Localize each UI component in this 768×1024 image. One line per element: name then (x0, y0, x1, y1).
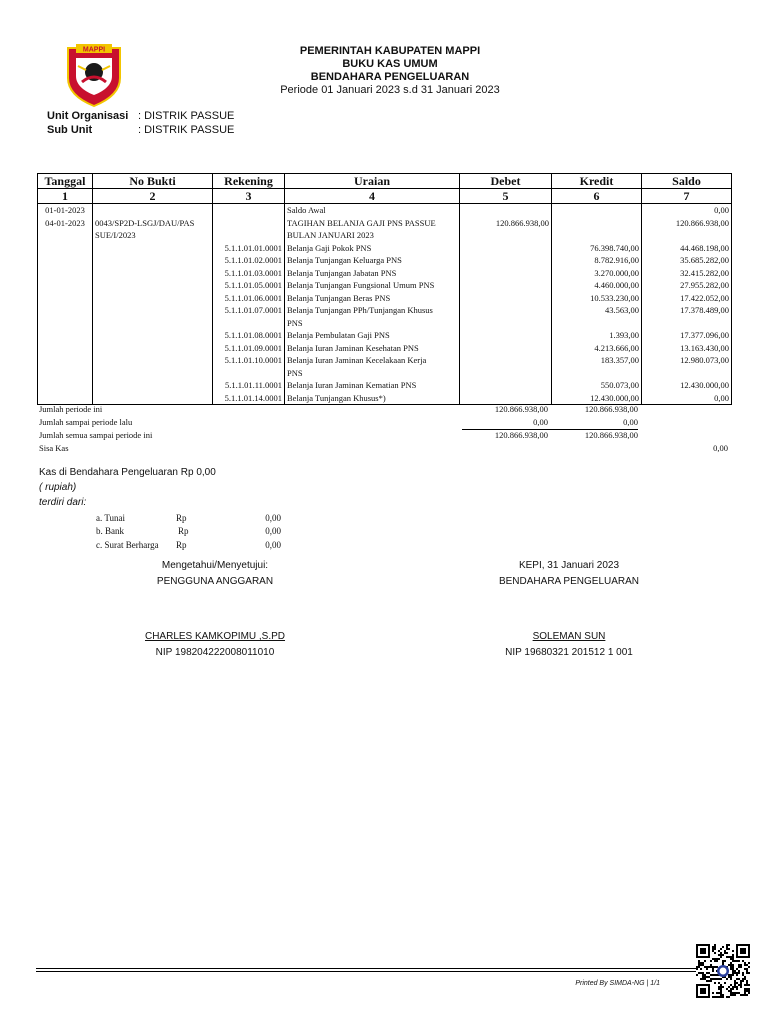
cell-tanggal (38, 354, 93, 367)
cell-rekening: 5.1.1.01.08.0001 (213, 329, 285, 342)
cell-saldo (642, 229, 732, 242)
footer-rule-bottom (36, 971, 696, 972)
summary-semua-label: Jumlah semua sampai periode ini (39, 430, 153, 440)
cell-uraian: Belanja Tunjangan PPh/Tunjangan Khusus (285, 304, 460, 317)
table-row (38, 229, 732, 242)
cell-tanggal (38, 242, 93, 255)
cell-no-bukti (93, 292, 213, 305)
cell-kredit: 1.393,00 (552, 329, 642, 342)
kas-item-value: 0,00 (265, 526, 281, 536)
table-row (38, 379, 732, 392)
col-header-kredit: Kredit (552, 174, 642, 189)
summary-semua-kredit: 120.866.938,00 (584, 430, 638, 440)
cell-saldo: 120.866.938,00 (642, 217, 732, 230)
cell-debet (460, 354, 552, 367)
table-row (38, 204, 732, 217)
cell-no-bukti (93, 242, 213, 255)
summary-sisa-kas-value: 0,00 (713, 443, 728, 453)
header-title: BUKU KAS UMUM (342, 58, 438, 70)
cell-saldo: 35.685.282,00 (642, 254, 732, 267)
cell-uraian: Belanja Tunjangan Fungsional Umum PNS (285, 279, 460, 292)
sig-right-place-date: KEPI, 31 Januari 2023 (518, 560, 620, 571)
col-number: 1 (38, 189, 93, 204)
table-row (38, 317, 732, 330)
cell-kredit (552, 229, 642, 242)
cell-kredit: 3.270.000,00 (552, 267, 642, 280)
cell-tanggal (38, 279, 93, 292)
cell-saldo: 0,00 (642, 204, 732, 217)
col-number: 5 (460, 189, 552, 204)
summary-lalu-label: Jumlah sampai periode lalu (39, 417, 133, 427)
cell-kredit: 550.073,00 (552, 379, 642, 392)
cell-rekening: 5.1.1.01.11.0001 (213, 379, 285, 392)
kas-item-rp: Rp (176, 513, 187, 523)
table-row (38, 329, 732, 342)
cell-kredit: 43.563,00 (552, 304, 642, 317)
cell-saldo: 32.415.282,00 (642, 267, 732, 280)
unit-organisasi-label: Unit Organisasi (47, 110, 129, 122)
summary-lalu-kredit: 0,00 (623, 417, 638, 427)
cell-tanggal (38, 329, 93, 342)
sig-right-name: SOLEMAN SUN (532, 631, 606, 642)
col-number: 7 (642, 189, 732, 204)
cell-no-bukti (93, 304, 213, 317)
sig-left-title: Mengetahui/Menyetujui: (161, 560, 269, 571)
cell-uraian: Belanja Pembulatan Gaji PNS (285, 329, 460, 342)
cell-no-bukti (93, 317, 213, 330)
cell-rekening: 5.1.1.01.02.0001 (213, 254, 285, 267)
cell-uraian: Belanja Tunjangan Keluarga PNS (285, 254, 460, 267)
cell-debet (460, 279, 552, 292)
kas-item-rp: Rp (176, 540, 187, 550)
kas-item-value: 0,00 (265, 513, 281, 523)
table-row (38, 242, 732, 255)
cell-uraian: Belanja Tunjangan Jabatan PNS (285, 267, 460, 280)
cell-kredit: 10.533.230,00 (552, 292, 642, 305)
ledger-table (37, 173, 732, 405)
kas-item-label: b. Bank (96, 526, 124, 536)
cell-uraian: TAGIHAN BELANJA GAJI PNS PASSUE (285, 217, 460, 230)
cell-rekening (213, 367, 285, 380)
cell-debet (460, 267, 552, 280)
cell-kredit: 183.357,00 (552, 354, 642, 367)
cell-debet (460, 379, 552, 392)
cell-saldo: 12.430.000,00 (642, 379, 732, 392)
cell-rekening (213, 229, 285, 242)
cell-debet (460, 242, 552, 255)
cell-tanggal (38, 379, 93, 392)
cell-uraian: Belanja Gaji Pokok PNS (285, 242, 460, 255)
cell-no-bukti (93, 342, 213, 355)
col-header-tanggal: Tanggal (38, 174, 93, 189)
kas-terdiri-dari: terdiri dari: (39, 497, 87, 508)
cell-debet (460, 304, 552, 317)
cell-uraian: Belanja Iuran Jaminan Kesehatan PNS (285, 342, 460, 355)
sig-left-nip: NIP 198204222008011010 (155, 647, 275, 658)
kas-bendahara-line: Kas di Bendahara Pengeluaran Rp 0,00 (39, 467, 216, 478)
cell-rekening: 5.1.1.01.05.0001 (213, 279, 285, 292)
cell-no-bukti (93, 354, 213, 367)
cell-rekening: 5.1.1.01.14.0001 (213, 392, 285, 405)
kas-item-label: a. Tunai (96, 513, 126, 523)
summary-lalu-debet: 0,00 (533, 417, 548, 427)
col-header-no-bukti: No Bukti (93, 174, 213, 189)
cell-saldo: 17.378.489,00 (642, 304, 732, 317)
col-number: 2 (93, 189, 213, 204)
col-number: 3 (213, 189, 285, 204)
sig-left-role: PENGGUNA ANGGARAN (156, 576, 274, 587)
cell-kredit (552, 217, 642, 230)
kas-rupiah: ( rupiah) (39, 482, 77, 493)
kas-item-value: 0,00 (265, 540, 281, 550)
logo-text: MAPPI (82, 46, 106, 54)
cell-kredit (552, 317, 642, 330)
table-row (38, 367, 732, 380)
cell-kredit: 76.398.740,00 (552, 242, 642, 255)
cell-tanggal: 01-01-2023 (38, 204, 93, 217)
table-row (38, 292, 732, 305)
qr-code-icon (696, 944, 750, 998)
cell-debet (460, 254, 552, 267)
summary-sisa-kas-label: Sisa Kas (39, 443, 69, 453)
summary-periode-ini-kredit: 120.866.938,00 (584, 404, 638, 414)
cell-rekening (213, 317, 285, 330)
cell-debet (460, 329, 552, 342)
header-subtitle: BENDAHARA PENGELUARAN (310, 71, 470, 83)
cell-saldo: 13.163.430,00 (642, 342, 732, 355)
cell-kredit: 4.213.666,00 (552, 342, 642, 355)
cell-tanggal (38, 367, 93, 380)
summary-periode-ini-label: Jumlah periode ini (39, 404, 103, 414)
cell-kredit: 4.460.000,00 (552, 279, 642, 292)
cell-rekening: 5.1.1.01.07.0001 (213, 304, 285, 317)
cell-kredit: 8.782.916,00 (552, 254, 642, 267)
sub-unit-value: : DISTRIK PASSUE (138, 124, 235, 136)
cell-tanggal: 04-01-2023 (38, 217, 93, 230)
summary-periode-ini-debet: 120.866.938,00 (494, 404, 548, 414)
cell-debet (460, 317, 552, 330)
cell-saldo (642, 317, 732, 330)
cell-no-bukti: 0043/SP2D-LSGJ/DAU/PAS (93, 217, 213, 230)
cell-rekening: 5.1.1.01.03.0001 (213, 267, 285, 280)
cell-debet: 120.866.938,00 (460, 217, 552, 230)
cell-kredit: 12.430.000,00 (552, 392, 642, 405)
kabupaten-mappi-logo (64, 42, 124, 108)
cell-no-bukti (93, 254, 213, 267)
cell-uraian: BULAN JANUARI 2023 (285, 229, 460, 242)
cell-tanggal (38, 304, 93, 317)
cell-rekening: 5.1.1.01.06.0001 (213, 292, 285, 305)
cell-tanggal (38, 229, 93, 242)
cell-uraian: Saldo Awal (285, 204, 460, 217)
cell-uraian: Belanja Tunjangan Khusus*) (285, 392, 460, 405)
cell-no-bukti (93, 279, 213, 292)
table-row (38, 279, 732, 292)
cell-debet (460, 367, 552, 380)
cell-saldo: 44.468.198,00 (642, 242, 732, 255)
kas-item-rp: Rp (178, 526, 189, 536)
cell-debet (460, 204, 552, 217)
cell-rekening (213, 217, 285, 230)
cell-uraian: Belanja Tunjangan Beras PNS (285, 292, 460, 305)
cell-rekening: 5.1.1.01.09.0001 (213, 342, 285, 355)
sig-right-role: BENDAHARA PENGELUARAN (498, 576, 640, 587)
footer-printed-by: Printed By SIMDA-NG | 1/1 (575, 980, 660, 987)
col-number: 4 (285, 189, 460, 204)
cell-no-bukti (93, 367, 213, 380)
cell-kredit (552, 367, 642, 380)
col-header-uraian: Uraian (285, 174, 460, 189)
cell-debet (460, 229, 552, 242)
sig-left-name: CHARLES KAMKOPIMU ,S.PD (144, 631, 286, 642)
header-period: Periode 01 Januari 2023 s.d 31 Januari 2023 (280, 84, 500, 96)
cell-rekening: 5.1.1.01.01.0001 (213, 242, 285, 255)
cell-no-bukti (93, 204, 213, 217)
header-government: PEMERINTAH KABUPATEN MAPPI (299, 45, 481, 57)
cell-rekening: 5.1.1.01.10.0001 (213, 354, 285, 367)
cell-tanggal (38, 342, 93, 355)
sig-right-nip: NIP 19680321 201512 1 001 (505, 647, 633, 658)
table-header-row (38, 174, 732, 189)
cell-saldo: 12.980.073,00 (642, 354, 732, 367)
cell-debet (460, 342, 552, 355)
footer-rule-top (36, 968, 696, 969)
cell-debet (460, 292, 552, 305)
table-row (38, 254, 732, 267)
cell-tanggal (38, 292, 93, 305)
kas-item-label: c. Surat Berharga (96, 540, 159, 550)
cell-kredit (552, 204, 642, 217)
cell-saldo: 0,00 (642, 392, 732, 405)
cell-no-bukti: SUE/I/2023 (93, 229, 213, 242)
sub-unit-label: Sub Unit (47, 124, 93, 136)
cell-tanggal (38, 317, 93, 330)
table-number-row (38, 189, 732, 204)
unit-organisasi-value: : DISTRIK PASSUE (138, 110, 235, 122)
cell-saldo (642, 367, 732, 380)
cell-no-bukti (93, 392, 213, 405)
cell-uraian: Belanja Iuran Jaminan Kecelakaan Kerja (285, 354, 460, 367)
col-number: 6 (552, 189, 642, 204)
cell-uraian: PNS (285, 317, 460, 330)
cell-no-bukti (93, 329, 213, 342)
table-row (38, 342, 732, 355)
summary-semua-debet: 120.866.938,00 (494, 430, 548, 440)
table-row (38, 304, 732, 317)
cell-no-bukti (93, 267, 213, 280)
col-header-rekening: Rekening (213, 174, 285, 189)
cell-saldo: 17.377.096,00 (642, 329, 732, 342)
table-row (38, 267, 732, 280)
cell-saldo: 17.422.052,00 (642, 292, 732, 305)
cell-tanggal (38, 254, 93, 267)
cell-uraian: Belanja Iuran Jaminan Kematian PNS (285, 379, 460, 392)
col-header-saldo: Saldo (642, 174, 732, 189)
cell-tanggal (38, 267, 93, 280)
col-header-debet: Debet (460, 174, 552, 189)
cell-no-bukti (93, 379, 213, 392)
cell-saldo: 27.955.282,00 (642, 279, 732, 292)
cell-rekening (213, 204, 285, 217)
cell-uraian: PNS (285, 367, 460, 380)
table-row (38, 217, 732, 230)
table-row (38, 354, 732, 367)
